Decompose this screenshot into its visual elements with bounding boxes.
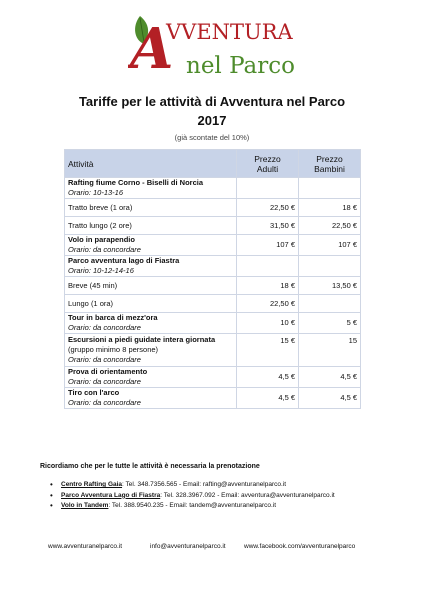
activity-cell: Tratto lungo (2 ore) (65, 217, 237, 235)
price-adults (237, 256, 299, 277)
table-row (65, 334, 361, 367)
contacts-list (48, 480, 378, 512)
activity-cell: Escursioni a piedi guidate intera giornata (gruppo minimo 8 persone) Orario: da concordare (65, 334, 237, 367)
page-title: Tariffe per le attività di Avventura nel Parco (78, 94, 346, 109)
contact-details: : Tel. 328.3967.092 - Email: avventura@avventuranelparco.it (160, 491, 335, 499)
contact-name-link[interactable]: Volo in Tandem (61, 502, 109, 509)
table-row (65, 313, 361, 334)
footer-facebook-link[interactable]: www.facebook.com/avventuranelparco (244, 543, 356, 550)
table-row (65, 199, 361, 217)
activity-cell: Rafting fiume Corno - Biselli di Norcia Orario: 10-13-16 (65, 178, 237, 199)
footer-email-link[interactable]: info@avventuranelparco.it (150, 543, 226, 550)
header-activity: Attività (65, 150, 237, 178)
page-year: 2017 (197, 113, 227, 128)
table-row (65, 388, 361, 409)
price-children: 4,5 € (299, 367, 361, 388)
logo-big-a: A (130, 16, 174, 82)
price-children (299, 295, 361, 313)
price-children: 15 (299, 334, 361, 367)
table-row (65, 295, 361, 313)
price-adults: 107 € (237, 235, 299, 256)
list-item (48, 491, 378, 502)
activity-cell: Tiro con l'arco Orario: da concordare (65, 388, 237, 409)
table-row (65, 256, 361, 277)
price-adults: 18 € (237, 277, 299, 295)
table-row (65, 235, 361, 256)
activity-cell: Tratto breve (1 ora) (65, 199, 237, 217)
contact-name-link[interactable]: Centro Rafting Gaia (61, 481, 123, 488)
price-children: 4,5 € (299, 388, 361, 409)
contact-details: : Tel. 348.7356.565 - Email: rafting@avventuranelparco.it (122, 481, 287, 488)
activity-cell: Volo in parapendio Orario: da concordare (65, 235, 237, 256)
price-adults (237, 178, 299, 199)
price-children: 5 € (299, 313, 361, 334)
header-adults: Prezzo Adulti (237, 150, 299, 178)
table-header-row (65, 150, 361, 178)
list-item (48, 480, 378, 491)
footer-website-link[interactable]: www.avventuranelparco.it (48, 543, 123, 550)
activity-cell: Lungo (1 ora) (65, 295, 237, 313)
activity-cell: Parco avventura lago di Fiastra Orario: 10-12-14-16 (65, 256, 237, 277)
price-children: 22,50 € (299, 217, 361, 235)
table-row (65, 217, 361, 235)
activity-cell: Prova di orientamento Orario: da concordare (65, 367, 237, 388)
price-adults: 15 € (237, 334, 299, 367)
price-children: 18 € (299, 199, 361, 217)
activity-cell: Tour in barca di mezz'ora Orario: da concordare (65, 313, 237, 334)
table-row (65, 277, 361, 295)
activity-cell: Breve (45 min) (65, 277, 237, 295)
price-adults: 10 € (237, 313, 299, 334)
table-row (65, 367, 361, 388)
list-item (48, 501, 378, 512)
price-children: 13,50 € (299, 277, 361, 295)
contact-details: : Tel. 388.9540.235 - Email: tandem@avventuranelparco.it (108, 502, 277, 509)
price-children (299, 178, 361, 199)
avventura-nel-parco-logo (128, 10, 303, 82)
price-adults: 22,50 € (237, 199, 299, 217)
table-row (65, 178, 361, 199)
header-children: Prezzo Bambini (299, 150, 361, 178)
price-children: 107 € (299, 235, 361, 256)
contact-name-link[interactable]: Parco Avventura Lago di Fiastra (61, 491, 161, 499)
discount-note: (già scontate del 10%) (174, 133, 250, 142)
price-children (299, 256, 361, 277)
price-adults: 31,50 € (237, 217, 299, 235)
price-adults: 22,50 € (237, 295, 299, 313)
logo-avventura-text: VVENTURA (166, 20, 293, 44)
price-adults: 4,5 € (237, 367, 299, 388)
price-adults: 4,5 € (237, 388, 299, 409)
booking-note: Ricordiamo che per le tutte le attività è necessaria la prenotazione (40, 463, 260, 470)
logo-nel-parco-text: nel Parco (186, 53, 295, 79)
price-table (64, 149, 361, 409)
